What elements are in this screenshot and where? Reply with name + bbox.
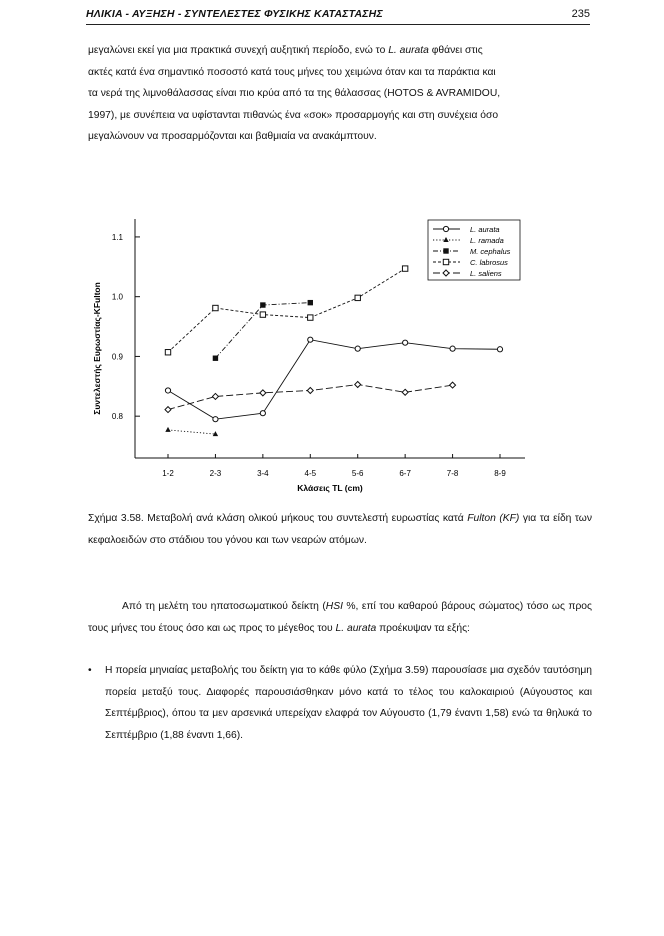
species-name: L. aurata	[388, 45, 429, 56]
x-tick-label: 4-5	[304, 469, 317, 478]
intro-line-1: μεγαλώνει εκεί για μια πρακτικά συνεχή αυξητική περίοδο, ενώ το L. aurata φθάνει στις	[88, 45, 483, 56]
series-line	[168, 269, 405, 353]
legend-label: L. saliens	[470, 269, 502, 278]
data-point	[165, 350, 170, 355]
legend-label: L. ramada	[470, 236, 504, 245]
data-point	[307, 387, 313, 393]
legend-label: C. labrosus	[470, 258, 508, 267]
bullet-text: Η πορεία μηνιαίας μεταβολής του δείκτη για το κάθε φύλο (Σχήμα 3.59) παρουσίασε μια σχεδόν ταυτόσημη πορεία μεταξύ τους. Διαφορές παρουσιάσθηκαν μόνο κατά το τέλος του καλοκαιριού (Αύγουστος και Σεπτέμβριος), όπου τα μεν αρσενικά υπερείχαν ελαφρά τον Αύγουστο (1,79 έναντι 1,58) ενώ τα θηλυκά το Σεπτέμβριο (1,88 έναντι 1,66).	[105, 665, 592, 741]
x-tick-label: 7-8	[446, 469, 459, 478]
data-point	[212, 393, 218, 399]
series-4	[165, 382, 456, 413]
intro-line-2: ακτές κατά ένα σημαντικό ποσοστό κατά τους μήνες του χειμώνα όταν και τα παράκτια και	[88, 66, 496, 78]
data-point	[165, 388, 170, 393]
data-point	[355, 382, 361, 388]
data-point	[355, 346, 360, 351]
data-point	[213, 356, 218, 361]
series-1	[165, 427, 218, 436]
chart-series	[165, 266, 503, 436]
condition-factor-chart	[0, 205, 664, 505]
data-point	[497, 347, 502, 352]
data-point	[450, 382, 456, 388]
series-line	[168, 430, 215, 434]
data-point	[260, 390, 266, 396]
data-point	[403, 340, 408, 345]
data-point	[308, 337, 313, 342]
figure-label: Σχήμα 3.58.	[88, 513, 144, 524]
x-tick-label: 3-4	[257, 469, 269, 478]
data-point	[402, 389, 408, 395]
x-tick-label: 5-6	[351, 469, 364, 478]
second-paragraph: Από τη μελέτη του ηπατοσωματικού δείκτη (HSI %, επί του καθαρού βάρους σώματος) τόσο ως προς τους μήνες του έτους όσο και ως προς το μέγεθος του L. aurata προέκυψαν τα εξής:	[88, 601, 593, 634]
bullet-marker: •	[88, 665, 92, 676]
y-tick-label: 0.9	[111, 352, 123, 362]
data-point	[308, 300, 313, 305]
x-tick-label: 8-9	[494, 469, 506, 478]
series-3	[165, 266, 408, 355]
data-point	[165, 427, 170, 432]
intro-line-3: τα νερά της λιμνοθάλασσας είναι πιο κρύα από τα της θάλασσας (HOTOS & AVRAMIDOU,	[88, 88, 501, 99]
series-line	[215, 303, 310, 359]
x-tick-label: 6-7	[399, 469, 411, 478]
intro-line-4: 1997), με συνέπεια να υφίστανται πιθανώς ένα «σοκ» προσαρμογής και στη συνέχεια όσο	[88, 109, 499, 121]
data-point	[260, 312, 265, 317]
x-tick-label: 1-2	[162, 469, 174, 478]
intro-line-5: μεγαλώνουν να προσαρμόζονται και βαθμιαία να ανακάμπτουν.	[88, 131, 377, 142]
y-tick-label: 1.0	[111, 292, 123, 302]
data-point	[443, 226, 448, 231]
chart-legend	[428, 220, 520, 280]
data-point	[260, 302, 265, 307]
series-2	[213, 300, 313, 361]
x-tick-label: 2-3	[209, 469, 222, 478]
data-point	[165, 407, 171, 413]
data-point	[443, 259, 448, 264]
running-header	[86, 6, 590, 25]
intro-paragraph	[88, 40, 592, 148]
y-axis-title: Συντελεστής Ευρωστίας-KFulton	[92, 282, 102, 415]
data-point	[355, 295, 360, 300]
series-0	[165, 337, 502, 422]
y-tick-label: 0.8	[111, 412, 123, 422]
legend-label: L. aurata	[470, 225, 500, 234]
series-line	[168, 340, 500, 419]
running-title: ΗΛΙΚΙΑ - ΑΥΞΗΣΗ - ΣΥΝΤΕΛΕΣΤΕΣ ΦΥΣΙΚΗΣ ΚΑΤΑΣΤΑΣΗΣ	[86, 8, 383, 20]
y-tick-label: 1.1	[111, 232, 123, 242]
data-point	[213, 417, 218, 422]
data-point	[402, 266, 407, 271]
x-axis-title: Κλάσεις TL (cm)	[297, 483, 363, 493]
page-number: 235	[571, 8, 590, 20]
data-point	[260, 411, 265, 416]
data-point	[308, 315, 313, 320]
data-point	[213, 305, 218, 310]
figure-caption: Σχήμα 3.58. Μεταβολή ανά κλάση ολικού μήκους του συντελεστή ευρωστίας κατά Fulton (KF) για τα είδη των κεφαλοειδών στο στάδιου του γόνου και των νεαρών ατόμων.	[88, 513, 592, 546]
data-point	[450, 346, 455, 351]
legend-label: M. cephalus	[470, 247, 511, 256]
data-point	[443, 248, 448, 253]
